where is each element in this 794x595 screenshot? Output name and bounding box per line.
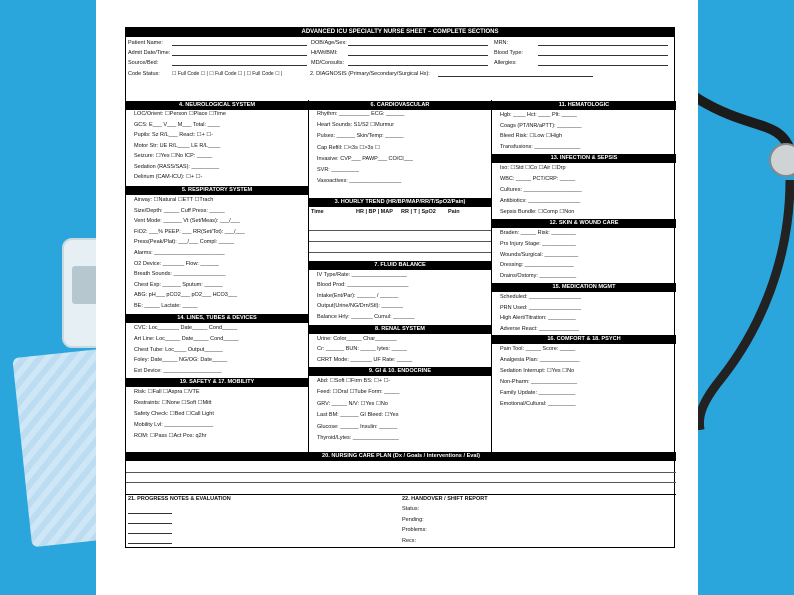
fluid-header: 7. FLUID BALANCE (309, 261, 491, 270)
safety-field-line[interactable]: ROM: ☐Pass ☐Act Pos: q2hr (134, 433, 207, 439)
progress-line[interactable] (128, 519, 172, 524)
allergies-label: Allergies: (494, 60, 517, 66)
handover-field-line[interactable]: Pending: (402, 516, 424, 523)
meds-field-line[interactable]: Scheduled: _________________ (500, 294, 582, 300)
neuro-header: 4. NEUROLOGICAL SYSTEM (126, 101, 308, 110)
meds-field-line[interactable]: Adverse React: _____________ (500, 325, 579, 332)
safety-field-line[interactable]: Restraints: ☐None ☐Soft ☐Mitt (134, 400, 212, 406)
infection-field-line[interactable]: Cultures: ___________________ (500, 187, 582, 193)
renal-field-line[interactable]: CRRT Mode: _______ UF Rate: _____ (317, 356, 413, 363)
lines-tubes-field-line[interactable]: Art Line: Loc_____ Date_____ Cond_____ (134, 335, 239, 342)
gi-field-line[interactable]: Last BM: ______ GI Bleed: ☐Yes (317, 412, 399, 419)
fluid-field-line[interactable]: Intake(Ent/Par): ______ / ______ (317, 292, 399, 299)
handover-header: 22. HANDOVER / SHIFT REPORT (402, 496, 488, 502)
heme-field-line[interactable]: Coags (PT/INR/aPTT): ________ (500, 122, 582, 129)
resp-field-line[interactable]: BE: _____ Lactate: _____ (134, 303, 198, 309)
md-consults-field[interactable] (348, 61, 488, 66)
neuro-field-line[interactable]: Motor Str: UE R/L____ LE R/L____ (134, 142, 221, 149)
source-bed-field[interactable] (172, 61, 307, 66)
cardio-header: 6. CARDIOVASCULAR (309, 101, 491, 110)
neuro-field-line[interactable]: LOC/Orient: ☐Person ☐Place ☐Time (134, 111, 226, 117)
meds-field-line[interactable]: PRN Used: _________________ (500, 304, 582, 311)
code-status-label: Code Status: (128, 71, 160, 77)
gi-field-line[interactable]: GRV: _____ N/V: ☐Yes ☐No (317, 400, 388, 407)
care-plan-header: 20. NURSING CARE PLAN (Dx / Goals / Interventions / Eval) (126, 452, 676, 461)
nurse-sheet-form (125, 27, 675, 548)
trend-col-rr: RR | T | SpO2 (401, 209, 436, 215)
patient-name-label: Patient Name: (128, 40, 163, 46)
skin-field-line[interactable]: Prs Injury Stage: ___________ (500, 240, 576, 247)
progress-header: 21. PROGRESS NOTES & EVALUATION (128, 496, 231, 502)
diagnosis-label: 2. DIAGNOSIS (Primary/Secondary/Surgical Hx): (310, 71, 430, 77)
admit-date-field[interactable] (172, 51, 307, 56)
diagnosis-field[interactable] (438, 72, 593, 77)
cardio-field-line[interactable]: SVR: _________ (317, 167, 359, 173)
resp-field-line[interactable]: Breath Sounds: _________________ (134, 271, 226, 278)
trend-col-hr: HR | BP | MAP (356, 209, 393, 215)
fluid-field-line[interactable]: Balance Hrly: _______ Cumul: _______ (317, 313, 415, 320)
renal-field-line[interactable]: Urine: Color_____ Char_______ (317, 336, 397, 342)
safety-header: 19. SAFETY & 17. MOBILITY (126, 378, 308, 387)
resp-field-line[interactable]: FiO2: ___% PEEP: ___ RR(Set/Tot): ___/___ (134, 228, 245, 235)
trend-header: 3. HOURLY TREND (HR/BP/MAP/RR/T/SpO2/Pain) (309, 198, 491, 207)
infection-header: 13. INFECTION & SEPSIS (492, 154, 676, 163)
dob-label: DOB/Age/Sex: (311, 40, 347, 46)
skin-field-line[interactable]: Dressing: ________________ (500, 262, 574, 269)
ht-wt-label: Ht/Wt/BMI: (311, 50, 338, 56)
resp-field-line[interactable]: Vent Mode: ______ Vt (Set/Meas): ___/___ (134, 218, 240, 225)
meds-header: 15. MEDICATION MGMT (492, 283, 676, 292)
gi-field-line[interactable]: Feed: ☐Oral ☐Tube Form: _____ (317, 389, 400, 396)
comfort-field-line[interactable]: Pain Tool: _____ Score: _____ (500, 346, 576, 352)
resp-field-line[interactable]: Airway: ☐Natural ☐ETT ☐Trach (134, 197, 214, 203)
resp-field-line[interactable]: ABG: pH___ pCO2___ pO2___ HCO3___ (134, 292, 238, 299)
infection-field-line[interactable]: Sepsis Bundle: ☐Comp ☐Non (500, 209, 575, 215)
safety-field-line[interactable]: Safety Check: ☐Bed ☐Call Light (134, 411, 214, 417)
safety-field-line[interactable]: Mobility Lvl: ________________ (134, 422, 214, 428)
blood-type-label: Blood Type: (494, 50, 523, 56)
heme-field-line[interactable]: Bleed Risk: ☐Low ☐High (500, 133, 563, 140)
patient-name-field[interactable] (172, 41, 307, 46)
md-consults-label: MD/Consults: (311, 60, 345, 66)
progress-line[interactable] (128, 509, 172, 514)
infection-field-line[interactable]: Iso: ☐Std ☐Co ☐Air ☐Drp (500, 165, 566, 171)
gi-field-line[interactable]: Thyroid/Lytes: _______________ (317, 435, 399, 441)
resp-field-line[interactable]: Chest Exp: ______ Sputum: ______ (134, 281, 223, 288)
comfort-field-line[interactable]: Emotional/Cultural: _________ (500, 401, 576, 407)
source-bed-label: Source/Bed: (128, 60, 159, 66)
comfort-field-line[interactable]: Sedation Interrupt: ☐Yes ☐No (500, 368, 575, 374)
admit-date-label: Admit Date/Time: (128, 50, 171, 56)
fluid-field-line[interactable]: Blood Prod: ____________________ (317, 282, 409, 289)
sheet-title: ADVANCED ICU SPECIALTY NURSE SHEET – COMPLETE SECTIONS (126, 28, 674, 37)
lines-tubes-field-line[interactable]: CVC: Loc_______ Date_____ Cond_____ (134, 325, 238, 331)
neuro-field-line[interactable]: Sedation (RASS/SAS): _________ (134, 163, 220, 170)
resp-header: 5. RESPIRATORY SYSTEM (126, 186, 308, 195)
resp-field-line[interactable]: Press(Peak/Plat): ___/___ Compl: _____ (134, 239, 234, 246)
renal-field-line[interactable]: Cr: ______ BUN: _____ lytes: _____ (317, 346, 407, 353)
gi-header: 9. GI & 10. ENDOCRINE (309, 367, 491, 376)
neuro-field-line[interactable]: Seizure: ☐Yes ☐No ICP: _____ (134, 153, 213, 159)
lines-tubes-field-line[interactable]: Chest Tube: Loc____ Output______ (134, 346, 223, 353)
fluid-field-line[interactable]: Output(Urine/NG/Drn/Stl): _______ (317, 303, 403, 310)
mrn-label: MRN: (494, 40, 509, 46)
skin-header: 12. SKIN & WOUND CARE (492, 219, 676, 228)
code-status-options[interactable]: ☐ Full Code ☐ | ☐ Full Code ☐ | ☐ Full Code ☐ | (172, 71, 283, 77)
blood-type-field[interactable] (538, 51, 668, 56)
cardio-field-line[interactable]: Invasive: CVP___ PAWP___ CO/CI___ (317, 155, 413, 162)
ht-wt-field[interactable] (348, 51, 488, 56)
gi-field-line[interactable]: Glucose: ______ Insulin: ______ (317, 423, 398, 430)
cardio-field-line[interactable]: Vasoactives: _________________ (317, 178, 402, 185)
skin-field-line[interactable]: Drains/Ostomy: ____________ (500, 273, 577, 280)
dob-field[interactable] (348, 41, 488, 46)
infection-field-line[interactable]: WBC: _____ PCT/CRP: _____ (500, 176, 576, 182)
trend-col-time: Time (311, 209, 324, 215)
handover-field-line[interactable]: Status: (402, 506, 420, 512)
resp-field-line[interactable]: Alarms: _______________________ (134, 250, 225, 256)
progress-line[interactable] (128, 539, 172, 544)
comfort-field-line[interactable]: Non-Pharm: _______________ (500, 379, 578, 385)
lines-tubes-field-line[interactable]: Foley: Date_____ NG/OG: Date_____ (134, 357, 228, 364)
gi-field-line[interactable]: Abd: ☐Soft ☐Firm BS: ☐+ ☐- (317, 378, 391, 384)
mrn-field[interactable] (538, 41, 668, 46)
progress-line[interactable] (128, 529, 172, 534)
heme-field-line[interactable]: Transfusions: _______________ (500, 143, 581, 150)
resp-field-line[interactable]: O2 Device: _______ Flow: ______ (134, 260, 219, 267)
meds-field-line[interactable]: High Alert/Titration: _________ (500, 315, 576, 322)
neuro-field-line[interactable]: Pupils: Sz R/L___ React: ☐+ ☐- (134, 132, 214, 138)
comfort-header: 16. COMFORT & 18. PSYCH (492, 335, 676, 344)
cardio-field-line[interactable]: Pulses: ______ Skin/Temp: ______ (317, 133, 404, 140)
cardio-field-line[interactable]: Cap Refill: ☐<3s ☐>3s ☐ (317, 144, 380, 151)
infection-field-line[interactable]: Antibiotics: _________________ (500, 198, 581, 204)
fluid-field-line[interactable]: IV Type/Rate: __________________ (317, 272, 407, 278)
cardio-field-line[interactable]: Heart Sounds: S1/S2 ☐Murmur (317, 122, 395, 129)
skin-field-line[interactable]: Wounds/Surgical: ___________ (500, 251, 579, 258)
comfort-field-line[interactable]: Family Update: ____________ (500, 390, 576, 396)
comfort-field-line[interactable]: Analgesia Plan: _____________ (500, 357, 580, 363)
neuro-field-line[interactable]: Delirium (CAM-ICU): ☐+ ☐- (134, 174, 203, 180)
handover-field-line[interactable]: Problems: (402, 527, 427, 533)
skin-field-line[interactable]: Braden: _____ Risk: ________ (500, 230, 576, 236)
lines-tubes-field-line[interactable]: Ext Device: ___________________ (134, 368, 222, 375)
renal-header: 8. RENAL SYSTEM (309, 325, 491, 334)
cardio-field-line[interactable]: Rhythm: __________ ECG: ______ (317, 111, 405, 117)
trend-col-pain: Pain (448, 209, 460, 215)
heme-field-line[interactable]: Hgb: ____ Hct: ____ Plt: _____ (500, 112, 577, 118)
neuro-field-line[interactable]: GCS: E___ V___ M___ Total: ____ (134, 121, 220, 128)
heme-header: 11. HEMATOLOGIC (492, 101, 676, 110)
resp-field-line[interactable]: Size/Depth: _____ Cuff Press: _____ (134, 207, 225, 214)
safety-field-line[interactable]: Risk: ☐Fall ☐Aspra ☐VTE (134, 389, 200, 395)
handover-field-line[interactable]: Recs: (402, 537, 417, 544)
lines-tubes-header: 14. LINES, TUBES & DEVICES (126, 314, 308, 323)
allergies-field[interactable] (538, 61, 668, 66)
